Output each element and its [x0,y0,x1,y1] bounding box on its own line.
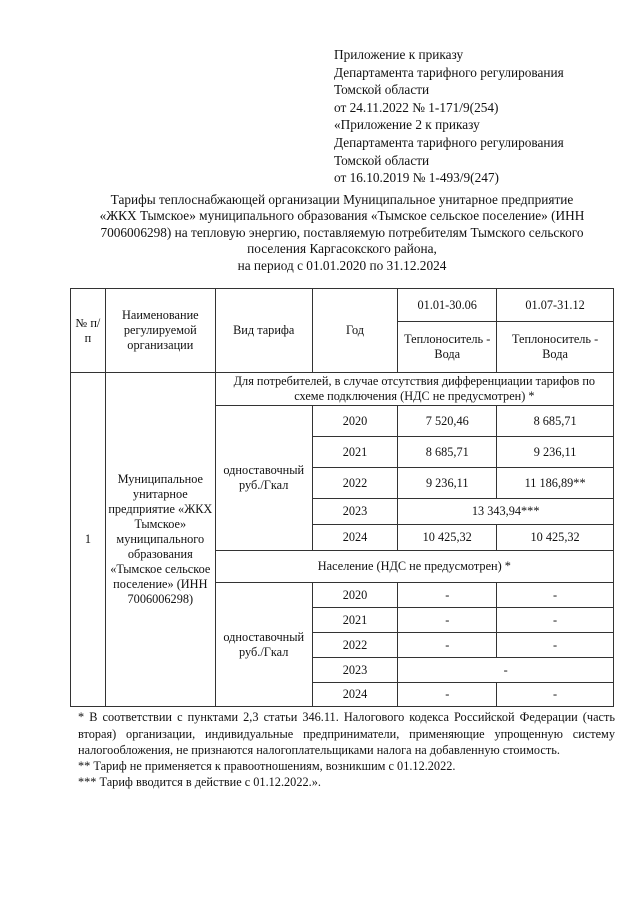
footnote: * В соответствии с пунктами 2,3 статьи 346.11. Налогового кодекса Российской Федерации (часть вторая) организации, индивидуальные предприниматели, применяющие упрощенную систему налогообложения, не признаются налогоплательщиками налога на добавленную стоимость. [78,710,615,757]
value-cell: 9 236,11 [398,468,497,499]
value-cell: - [398,683,497,707]
section-label: Для потребителей, в случае отсутствия дифференциации тарифов по схеме подключения (НДС не предусмотрен) * [215,373,613,406]
section-label: Население (НДС не предусмотрен) * [215,551,613,583]
table-container [70,288,614,707]
header-num: № п/п [71,289,106,373]
appendix-line: Томской области [334,152,430,168]
appendix-header [334,46,640,187]
value-cell: - [497,583,614,608]
document-title [70,192,614,275]
title-line: на период с 01.01.2020 по 31.12.2024 [237,257,447,273]
value-cell: 11 186,89** [497,468,614,499]
value-cell: 7 520,46 [398,406,497,437]
year-cell: 2024 [312,525,398,551]
appendix-line: Департамента тарифного регулирования [334,134,564,150]
year-cell: 2021 [312,608,398,633]
footnote: ** Тариф не применяется к правоотношениям, возникшим с 01.12.2022. [78,759,456,774]
header-year: Год [312,289,398,373]
value-cell: 8 685,71 [497,406,614,437]
org-name: Муниципальное унитарное предприятие «ЖКХ Тымское» муниципального образования «Тымское сельское поселение» (ИНН 7006006298) [105,373,215,707]
year-cell: 2023 [312,658,398,683]
year-cell: 2020 [312,583,398,608]
tariff-type: одноставочный руб./Гкал [215,406,312,551]
value-cell: - [398,633,497,658]
title-line: Тарифы теплоснабжающей организации Муниципальное унитарное предприятие [110,191,574,207]
value-cell: - [497,683,614,707]
title-line: 7006006298) на тепловую энергию, поставляемую потребителям Тымского сельского [100,224,584,240]
header-type: Вид тарифа [215,289,312,373]
value-cell: 10 425,32 [398,525,497,551]
value-cell: - [398,583,497,608]
value-cell-merged: 13 343,94*** [398,499,614,525]
footnote: *** Тариф вводится в действие с 01.12.2022.». [78,775,321,790]
appendix-line: «Приложение 2 к приказу [334,117,480,133]
header-period2: 01.07-31.12 [497,289,614,322]
year-cell: 2024 [312,683,398,707]
header-period1: 01.01-30.06 [398,289,497,322]
value-cell-merged: - [398,658,614,683]
row-number: 1 [71,373,106,707]
value-cell: 10 425,32 [497,525,614,551]
tariff-table [70,288,614,707]
value-cell: - [497,633,614,658]
appendix-line: Департамента тарифного регулирования [334,64,564,80]
appendix-line: Приложение к приказу [334,47,464,62]
year-cell: 2022 [312,468,398,499]
value-cell: 8 685,71 [398,437,497,468]
year-cell: 2020 [312,406,398,437]
value-cell: - [398,608,497,633]
year-cell: 2023 [312,499,398,525]
title-line: поселения Каргасокского района, [247,241,437,257]
year-cell: 2021 [312,437,398,468]
header-carrier2: Теплоноситель - Вода [497,322,614,373]
header-carrier1: Теплоноситель - Вода [398,322,497,373]
title-line: «ЖКХ Тымское» муниципального образования «Тымское сельское поселение» (ИНН [99,208,585,224]
appendix-line: от 16.10.2019 № 1-493/9(247) [334,170,499,186]
value-cell: 9 236,11 [497,437,614,468]
year-cell: 2022 [312,633,398,658]
appendix-line: Томской области [334,82,430,98]
header-org: Наименование регулируемой организации [105,289,215,373]
footnotes [78,709,615,790]
tariff-type: одноставочный руб./Гкал [215,583,312,707]
appendix-line: от 24.11.2022 № 1-171/9(254) [334,99,499,115]
value-cell: - [497,608,614,633]
